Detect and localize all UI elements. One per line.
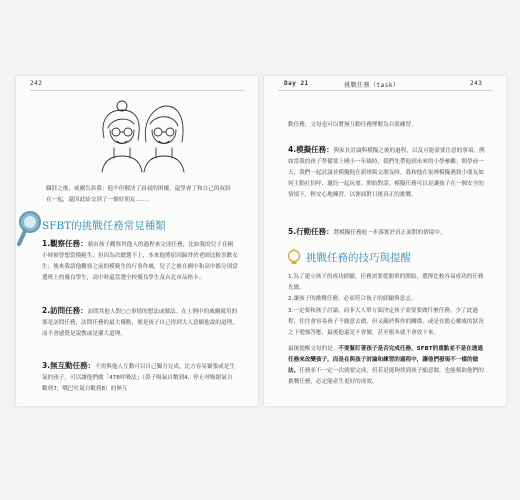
magnifier-icon [16,210,44,248]
two-women-illustration [90,98,186,174]
lightbulb-icon [286,248,302,268]
task-item-body: 與家長討論與模擬之後的過程，以及可能需要注意的事項，例如當我的孩子準備要上國小一年級時，我們先帶他到未來的小學參觀；開學前一天，我們一起討論並模擬他在新班級交朋友時，我和他在家裡模擬遇到小朋友如何主動打招呼，邀約一起玩耍、開始對話。模擬任務可以是讓孩子在一個安全的情境下，輕安心地練習，以便面對日後真正的挑戰。 [288,148,485,198]
header-subtitle: 挑戰任務（task） [344,82,400,89]
illustration-caption: 職涯之後，威爾告訴我：他不但解決了叔叔的困擾，還學會了和自己的叔叔在一起，還因此結交到了一個好朋友……。 [46,186,231,203]
task-item-body: 藉由孩子觀察其他人的過程來完成任務，比如我的兒子在國小時候曾想當模範生，但因為次總選不上，本來他將原因歸咎於老師比較喜歡女生；後來我請他觀察之前的模範生的行事作風，兒子之後在國中和高中都分別當選班上的優良學生，高中時還當選全校優良學生及台北市品格卡。 [42,242,238,281]
task-item-head: 1.觀察任務： [42,239,88,248]
task-item-simulate [288,144,488,201]
section-title-tips: 挑戰任務的技巧與提醒 [306,252,411,264]
task-item-no-interaction [42,360,238,395]
right-header-divider [278,90,492,91]
task-item-body: 將模擬任務進一步落實於真正面對的情境中。 [333,230,446,236]
left-page [16,76,258,406]
continued-text: 動任務，父母也可以將無互動任務理解為自我練習。 [288,122,417,128]
closing-emphasis: 不要緊盯著孩子是否完成任務，SFBT的重點並不是在透過任務來改變孩子，而是在與孩子討論和練習的過程中，讓他們發現不一樣的做法。 [288,346,483,374]
tip-item: 1.為了建立孩子的成功經驗，任務需要從簡單的開始，選擇比較容易成功的任務先做。 [288,274,484,291]
task-item-head: 2.訪問任務： [42,306,88,315]
header-day: Day 21 [284,80,309,87]
task-item-head: 4.模擬任務： [288,145,334,154]
tip-item: 3.一定要和孩子討論，而非大人單方面決定孩子需要要做什麼任務。少了此過程，往往會容易孩子不願意去做，但又礙於與你的關係，或是在擔心權威的狀況之下勉強答應，最後他還是不會做，甚至根本就不會放下來。 [288,308,484,336]
task-item-action [288,226,488,239]
closing-paragraph [288,344,488,388]
section-title-task-types: SFBT的挑戰任務常見種類 [42,220,166,232]
task-item-body: 不需與他人互動可以自己獨力完成，比方容易緊張或是生氣的孩子，可以讓他們做「478呼吸法」（鼻子吸氣自數到4，停止呼吸閉氣自數到7，嘴巴吐氣自數到8）的無互 [42,364,235,392]
task-item-head: 5.行動任務： [288,227,334,236]
task-item-head: 3.無互動任務： [42,361,96,370]
tip-item: 2.讓孩子的挑戰任務，必須符合孩子的經驗與意志。 [288,296,417,302]
task-item-interview [42,305,238,340]
task-item-body: 訪問其他人對○○事情的想法或做法。在上例中的威爾就用的那是訪問任務，訪問任務的最大優點，便是孩子自己得到大人意願他說的道理，而不會感覺是說教或是灌大道理。 [42,309,238,337]
right-page-number: 243 [470,80,483,87]
closing-intro: 最後提醒父母的是： [288,346,339,352]
right-page [264,76,506,406]
left-page-number: 242 [30,80,43,87]
task-item-observe [42,238,238,284]
closing-outro: 任務並不一定一次就要完成，但若是能夠找到孩子願意做，也能幫助他們的挑戰任務，必定能產生更好的成效。 [288,368,484,385]
left-header-divider [30,90,244,91]
